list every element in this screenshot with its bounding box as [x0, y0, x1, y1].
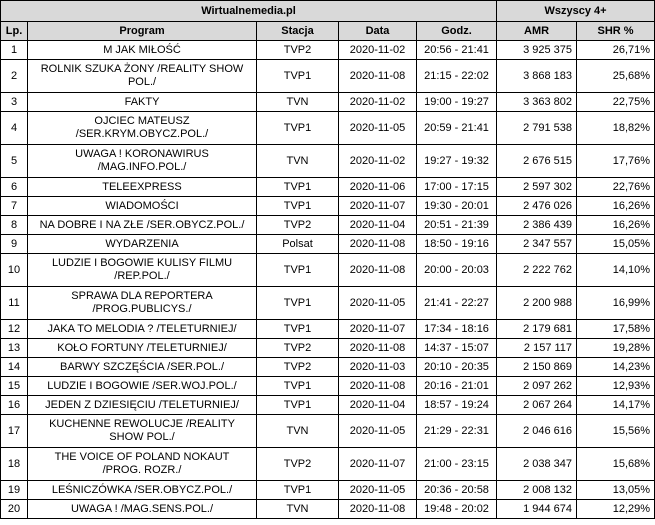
cell-godz: 21:15 - 22:02 — [417, 60, 497, 93]
cell-data: 2020-11-08 — [339, 60, 417, 93]
cell-stacja: TVN — [257, 145, 339, 178]
cell-data: 2020-11-05 — [339, 112, 417, 145]
cell-lp: 19 — [1, 481, 28, 500]
cell-amr: 2 386 439 — [497, 216, 577, 235]
cell-lp: 20 — [1, 500, 28, 519]
table-row — [1, 178, 655, 197]
cell-stacja: TVP1 — [257, 377, 339, 396]
cell-stacja: TVP1 — [257, 112, 339, 145]
cell-data: 2020-11-04 — [339, 396, 417, 415]
cell-amr: 2 157 117 — [497, 339, 577, 358]
cell-amr: 2 347 557 — [497, 235, 577, 254]
cell-lp: 10 — [1, 254, 28, 287]
table-row — [1, 396, 655, 415]
cell-lp: 6 — [1, 178, 28, 197]
cell-amr: 2 200 988 — [497, 287, 577, 320]
cell-amr: 2 222 762 — [497, 254, 577, 287]
table-row — [1, 93, 655, 112]
col-header-lp: Lp. — [1, 22, 28, 41]
column-header-row — [1, 22, 655, 41]
table-row — [1, 377, 655, 396]
cell-lp: 5 — [1, 145, 28, 178]
cell-program: FAKTY — [28, 93, 257, 112]
cell-data: 2020-11-03 — [339, 358, 417, 377]
cell-shr: 17,58% — [577, 320, 655, 339]
cell-program: LUDZIE I BOGOWIE KULISY FILMU /REP.POL./ — [28, 254, 257, 287]
cell-shr: 22,76% — [577, 178, 655, 197]
cell-data: 2020-11-07 — [339, 448, 417, 481]
cell-stacja: TVN — [257, 500, 339, 519]
table-row — [1, 448, 655, 481]
cell-lp: 2 — [1, 60, 28, 93]
cell-godz: 20:16 - 21:01 — [417, 377, 497, 396]
table-row — [1, 415, 655, 448]
cell-shr: 15,68% — [577, 448, 655, 481]
group-header: Wszyscy 4+ — [497, 1, 655, 22]
cell-shr: 22,75% — [577, 93, 655, 112]
cell-data: 2020-11-05 — [339, 481, 417, 500]
cell-lp: 4 — [1, 112, 28, 145]
cell-amr: 2 476 026 — [497, 197, 577, 216]
cell-shr: 16,99% — [577, 287, 655, 320]
cell-program: M JAK MIŁOŚĆ — [28, 41, 257, 60]
cell-stacja: TVN — [257, 93, 339, 112]
cell-godz: 19:27 - 19:32 — [417, 145, 497, 178]
cell-shr: 25,68% — [577, 60, 655, 93]
cell-shr: 14,10% — [577, 254, 655, 287]
cell-amr: 2 676 515 — [497, 145, 577, 178]
table-row — [1, 500, 655, 519]
col-header-amr: AMR — [497, 22, 577, 41]
cell-program: KOŁO FORTUNY /TELETURNIEJ/ — [28, 339, 257, 358]
cell-shr: 15,05% — [577, 235, 655, 254]
cell-godz: 19:30 - 20:01 — [417, 197, 497, 216]
cell-shr: 12,93% — [577, 377, 655, 396]
col-header-data: Data — [339, 22, 417, 41]
cell-program: WIADOMOŚCI — [28, 197, 257, 216]
cell-amr: 2 008 132 — [497, 481, 577, 500]
table-row — [1, 320, 655, 339]
col-header-stacja: Stacja — [257, 22, 339, 41]
cell-program: TELEEXPRESS — [28, 178, 257, 197]
cell-godz: 21:29 - 22:31 — [417, 415, 497, 448]
cell-amr: 2 597 302 — [497, 178, 577, 197]
cell-amr: 3 868 183 — [497, 60, 577, 93]
table-row — [1, 216, 655, 235]
table-row — [1, 339, 655, 358]
cell-amr: 2 097 262 — [497, 377, 577, 396]
cell-stacja: TVP1 — [257, 320, 339, 339]
cell-amr: 3 363 802 — [497, 93, 577, 112]
cell-program: UWAGA ! KORONAWIRUS /MAG.INFO.POL./ — [28, 145, 257, 178]
cell-program: NA DOBRE I NA ZŁE /SER.OBYCZ.POL./ — [28, 216, 257, 235]
cell-shr: 19,28% — [577, 339, 655, 358]
cell-program: SPRAWA DLA REPORTERA /PROG.PUBLICYS./ — [28, 287, 257, 320]
cell-data: 2020-11-02 — [339, 93, 417, 112]
cell-program: LEŚNICZÓWKA /SER.OBYCZ.POL./ — [28, 481, 257, 500]
cell-lp: 7 — [1, 197, 28, 216]
table-row — [1, 254, 655, 287]
table-row — [1, 41, 655, 60]
cell-program: JEDEN Z DZIESIĘCIU /TELETURNIEJ/ — [28, 396, 257, 415]
col-header-shr: SHR % — [577, 22, 655, 41]
cell-shr: 16,26% — [577, 197, 655, 216]
cell-godz: 18:50 - 19:16 — [417, 235, 497, 254]
cell-godz: 19:00 - 19:27 — [417, 93, 497, 112]
cell-program: BARWY SZCZĘŚCIA /SER.POL./ — [28, 358, 257, 377]
table-row — [1, 481, 655, 500]
cell-program: JAKA TO MELODIA ? /TELETURNIEJ/ — [28, 320, 257, 339]
cell-shr: 14,23% — [577, 358, 655, 377]
cell-stacja: TVN — [257, 415, 339, 448]
cell-stacja: TVP1 — [257, 178, 339, 197]
cell-data: 2020-11-08 — [339, 500, 417, 519]
cell-stacja: TVP1 — [257, 254, 339, 287]
cell-stacja: TVP1 — [257, 197, 339, 216]
cell-program: KUCHENNE REWOLUCJE /REALITY SHOW POL./ — [28, 415, 257, 448]
cell-stacja: TVP1 — [257, 481, 339, 500]
col-header-godz: Godz. — [417, 22, 497, 41]
table-row — [1, 145, 655, 178]
cell-lp: 17 — [1, 415, 28, 448]
source-header: Wirtualnemedia.pl — [1, 1, 497, 22]
cell-lp: 15 — [1, 377, 28, 396]
table-row — [1, 60, 655, 93]
cell-stacja: TVP2 — [257, 448, 339, 481]
cell-shr: 26,71% — [577, 41, 655, 60]
cell-data: 2020-11-04 — [339, 216, 417, 235]
cell-shr: 14,17% — [577, 396, 655, 415]
cell-amr: 3 925 375 — [497, 41, 577, 60]
cell-lp: 9 — [1, 235, 28, 254]
cell-godz: 14:37 - 15:07 — [417, 339, 497, 358]
cell-godz: 17:00 - 17:15 — [417, 178, 497, 197]
cell-godz: 21:41 - 22:27 — [417, 287, 497, 320]
cell-amr: 2 046 616 — [497, 415, 577, 448]
cell-data: 2020-11-07 — [339, 320, 417, 339]
cell-lp: 14 — [1, 358, 28, 377]
cell-lp: 16 — [1, 396, 28, 415]
cell-data: 2020-11-07 — [339, 197, 417, 216]
cell-data: 2020-11-02 — [339, 145, 417, 178]
table-row — [1, 235, 655, 254]
cell-data: 2020-11-02 — [339, 41, 417, 60]
cell-data: 2020-11-08 — [339, 254, 417, 287]
cell-data: 2020-11-05 — [339, 287, 417, 320]
cell-lp: 3 — [1, 93, 28, 112]
cell-stacja: Polsat — [257, 235, 339, 254]
super-header-row — [1, 1, 655, 22]
cell-amr: 2 791 538 — [497, 112, 577, 145]
cell-stacja: TVP1 — [257, 60, 339, 93]
cell-data: 2020-11-08 — [339, 377, 417, 396]
table-row — [1, 358, 655, 377]
cell-data: 2020-11-06 — [339, 178, 417, 197]
cell-stacja: TVP1 — [257, 396, 339, 415]
col-header-program: Program — [28, 22, 257, 41]
cell-data: 2020-11-08 — [339, 339, 417, 358]
cell-godz: 20:10 - 20:35 — [417, 358, 497, 377]
cell-godz: 21:00 - 23:15 — [417, 448, 497, 481]
cell-stacja: TVP1 — [257, 287, 339, 320]
cell-godz: 20:36 - 20:58 — [417, 481, 497, 500]
cell-amr: 1 944 674 — [497, 500, 577, 519]
cell-lp: 8 — [1, 216, 28, 235]
cell-program: OJCIEC MATEUSZ /SER.KRYM.OBYCZ.POL./ — [28, 112, 257, 145]
cell-program: WYDARZENIA — [28, 235, 257, 254]
cell-stacja: TVP2 — [257, 339, 339, 358]
cell-shr: 16,26% — [577, 216, 655, 235]
cell-shr: 15,56% — [577, 415, 655, 448]
cell-godz: 20:51 - 21:39 — [417, 216, 497, 235]
cell-stacja: TVP2 — [257, 41, 339, 60]
table-row — [1, 287, 655, 320]
cell-godz: 20:56 - 21:41 — [417, 41, 497, 60]
cell-program: LUDZIE I BOGOWIE /SER.WOJ.POL./ — [28, 377, 257, 396]
cell-amr: 2 038 347 — [497, 448, 577, 481]
cell-lp: 1 — [1, 41, 28, 60]
cell-shr: 18,82% — [577, 112, 655, 145]
cell-shr: 17,76% — [577, 145, 655, 178]
cell-data: 2020-11-08 — [339, 235, 417, 254]
cell-amr: 2 150 869 — [497, 358, 577, 377]
cell-program: UWAGA ! /MAG.SENS.POL./ — [28, 500, 257, 519]
cell-lp: 11 — [1, 287, 28, 320]
cell-lp: 18 — [1, 448, 28, 481]
table-row — [1, 112, 655, 145]
cell-amr: 2 067 264 — [497, 396, 577, 415]
cell-shr: 12,29% — [577, 500, 655, 519]
cell-godz: 19:48 - 20:02 — [417, 500, 497, 519]
cell-stacja: TVP2 — [257, 358, 339, 377]
table-row — [1, 197, 655, 216]
cell-lp: 13 — [1, 339, 28, 358]
cell-data: 2020-11-05 — [339, 415, 417, 448]
cell-lp: 12 — [1, 320, 28, 339]
cell-program: ROLNIK SZUKA ŻONY /REALITY SHOW POL./ — [28, 60, 257, 93]
cell-godz: 20:59 - 21:41 — [417, 112, 497, 145]
cell-godz: 17:34 - 18:16 — [417, 320, 497, 339]
cell-godz: 20:00 - 20:03 — [417, 254, 497, 287]
cell-godz: 18:57 - 19:24 — [417, 396, 497, 415]
cell-amr: 2 179 681 — [497, 320, 577, 339]
cell-shr: 13,05% — [577, 481, 655, 500]
cell-program: THE VOICE OF POLAND NOKAUT /PROG. ROZR./ — [28, 448, 257, 481]
cell-stacja: TVP2 — [257, 216, 339, 235]
